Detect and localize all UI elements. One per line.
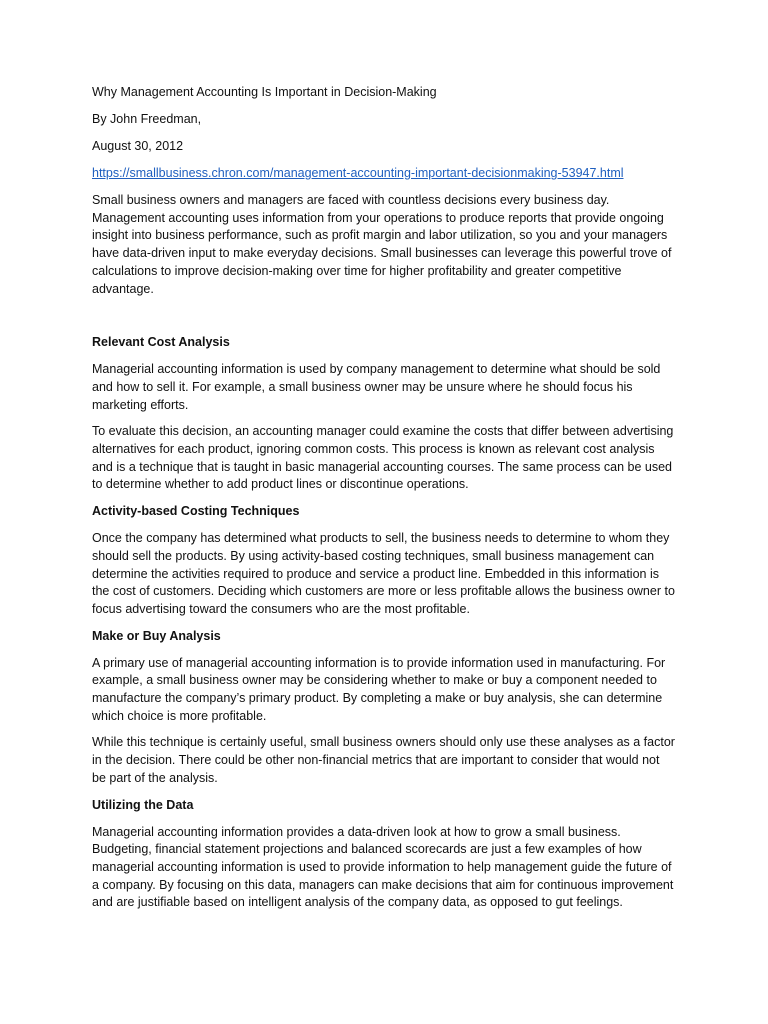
intro-paragraph: Small business owners and managers are faced with countless decisions every business day. Management accounting uses information from your operations to produce reports that provide ongoing insight into business performance, such as profit margin and labor utilization, so you and your managers have data-driven input to make everyday decisions. Small businesses can leverage this powerful trove of calculations to improve decision-making over time for higher profitability and greater competitive advantage. xyxy=(92,193,672,296)
spacer xyxy=(92,307,676,334)
section-heading-activity-based: Activity-based Costing Techniques xyxy=(92,504,300,519)
paragraph: A primary use of managerial accounting information is to provide information used in manufacturing. For example, a small business owner may be considering whether to make or buy a component needed to manufacture the company’s primary product. By completing a make or buy analysis, she can determine which choice is more profitable. xyxy=(92,655,666,723)
document-title: Why Management Accounting Is Important in Decision-Making xyxy=(92,85,437,99)
source-link-line xyxy=(92,165,676,183)
paragraph: While this technique is certainly useful, small business owners should only use these analyses as a factor in the decision. There could be other non-financial metrics that are important to consider that would not be part of the analysis. xyxy=(92,735,675,785)
section-heading-make-or-buy: Make or Buy Analysis xyxy=(92,628,221,643)
paragraph: Managerial accounting information is used by company management to determine what should be sold and how to sell it. For example, a small business owner may be unsure where he should focus his marketing efforts. xyxy=(92,362,661,412)
paragraph: To evaluate this decision, an accounting manager could examine the costs that differ between advertising alternatives for each product, ignoring common costs. This process is known as relevant cost analysis and is a technique that is taught in basic managerial accounting courses. The same process can be used to determine whether to add product lines or discontinue operations. xyxy=(92,424,674,492)
section-heading-utilizing-data: Utilizing the Data xyxy=(92,797,194,812)
source-link[interactable]: https://smallbusiness.chron.com/management-accounting-important-decisionmaking-53947.html xyxy=(92,166,624,180)
section-heading-relevant-cost: Relevant Cost Analysis xyxy=(92,335,230,350)
paragraph: Once the company has determined what products to sell, the business needs to determine to whom they should sell the products. By using activity-based costing techniques, small business management can determine the activities required to produce and service a product line. Embedded in this information is the cost of customers. Deciding which customers are more or less profitable allows the business owner to focus advertising toward the consumers who are the most profitable. xyxy=(92,531,675,616)
document-author: By John Freedman, xyxy=(92,112,202,126)
paragraph: Managerial accounting information provides a data-driven look at how to grow a small business. Budgeting, financial statement projections and balanced scorecards are just a few examples of how managerial accounting information is used to provide information to help management guide the future of a company. By focusing on this data, managers can make decisions that aim for continuous improvement and are justifiable based on intelligent analysis of the company data, as opposed to gut feelings. xyxy=(92,824,674,910)
document-date: August 30, 2012 xyxy=(92,139,184,153)
